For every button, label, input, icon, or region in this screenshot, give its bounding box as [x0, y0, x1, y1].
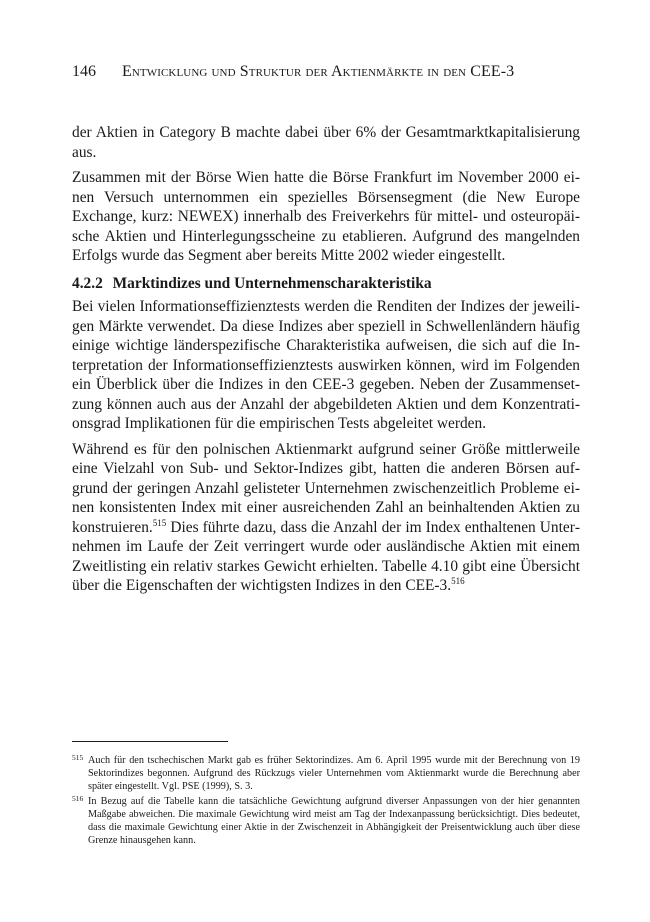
footnotes [72, 754, 580, 848]
page-number: 146 [72, 63, 96, 80]
paragraph: Bei vielen Informationseffizienztests werden die Renditen der Indizes der jeweiligen Märkte verwendet. Da diese Indizes aber speziell in Schwellenländern häufig einige wichtige länderspezifische Charakteristika aufweisen, die sich auf die Interpretation der Informationseffizienztests auswirken können, wird im Folgenden ein Überblick über die Indizes in den CEE-3 gegeben. Neben der Zusammensetzung können auch aus der Anzahl der abgebildeten Aktien und dem Konzentrationsgrad Implikationen für die empirischen Tests abgeleitet werden. [72, 298, 580, 432]
footnote-text: In Bezug auf die Tabelle kann die tatsächliche Gewichtung aufgrund diverser Anpassungen von der hier genannten Maßgabe abweichen. Die maximale Gewichtung wird meist am Tag der Indexanpassung berücksichtigt. Dies bedeutet, dass die maximale Gewichtung einer Aktie in der Zwischenzeit in Abhängigkeit der Preisentwicklung auch über diese Grenze hinausgehen kann. [88, 795, 580, 847]
paragraph: der Aktien in Category B machte dabei über 6% der Gesamtmarktkapitalisierung aus. [72, 124, 580, 161]
paragraph: Zusammen mit der Börse Wien hatte die Börse Frankfurt im November 2000 einen Versuch unternommen ein spezielles Börsensegment (die New Europe Exchange, kurz: NEWEX) innerhalb des Freiverkehrs für mittel- und osteuropäische Aktien und Hinterlegungsscheine zu etablieren. Aufgrund des mangelnden Erfolgs wurde das Segment aber bereits Mitte 2002 wieder eingestellt. [72, 169, 580, 264]
footnote [72, 795, 580, 848]
body-text [72, 123, 580, 602]
paragraph-text: Während es für den polnischen Aktienmarkt aufgrund seiner Größe mittlerweile eine Vielzahl von Sub- und Sektor-Indizes gibt, hatten die anderen Börsen aufgrund der geringen Anzahl gelisteter Unternehmen zwischenzeitlich Probleme einen konsistenten Index mit einer ausreichenden Zahl an beinhaltenden Aktien zu konstruieren. [72, 440, 580, 536]
footnote-mark: 515 [72, 753, 84, 762]
section-number: 4.2.2 [72, 274, 103, 292]
paragraph-text: Dies führte dazu, dass die Anzahl der im Index enthaltenen Unternehmen im Laufe der Zeit verringert wurde oder ausländische Aktien mit einem Zweitlisting ein relativ starkes Gewicht erhielten. Tabelle 4.10 gibt eine Übersicht über die Eigenschaften der wichtigsten Indizes in den CEE-3. [72, 518, 580, 594]
running-title: Entwicklung und Struktur der Aktienmärkte in den CEE-3 [122, 63, 515, 80]
footnote-text: Auch für den tschechischen Markt gab es früher Sektorindizes. Am 6. April 1995 wurde mit der Berechnung von 19 Sektorindizes begonnen. Aufgrund des Rückzugs vieler Unternehmen vom Aktienmarkt wurde die Berechnung aber später eingestellt. Vgl. PSE (1999), S. 3. [88, 755, 580, 793]
paragraph [72, 440, 580, 596]
section-heading [72, 274, 580, 294]
section-title: Marktindizes und Unternehmenscharakteristika [112, 274, 432, 292]
footnote [72, 754, 580, 794]
footnote-reference[interactable]: 515 [152, 517, 167, 528]
footnote-separator [72, 741, 228, 742]
footnote-mark: 516 [72, 793, 84, 803]
running-header [72, 62, 582, 82]
footnote-reference[interactable]: 516 [451, 576, 465, 586]
